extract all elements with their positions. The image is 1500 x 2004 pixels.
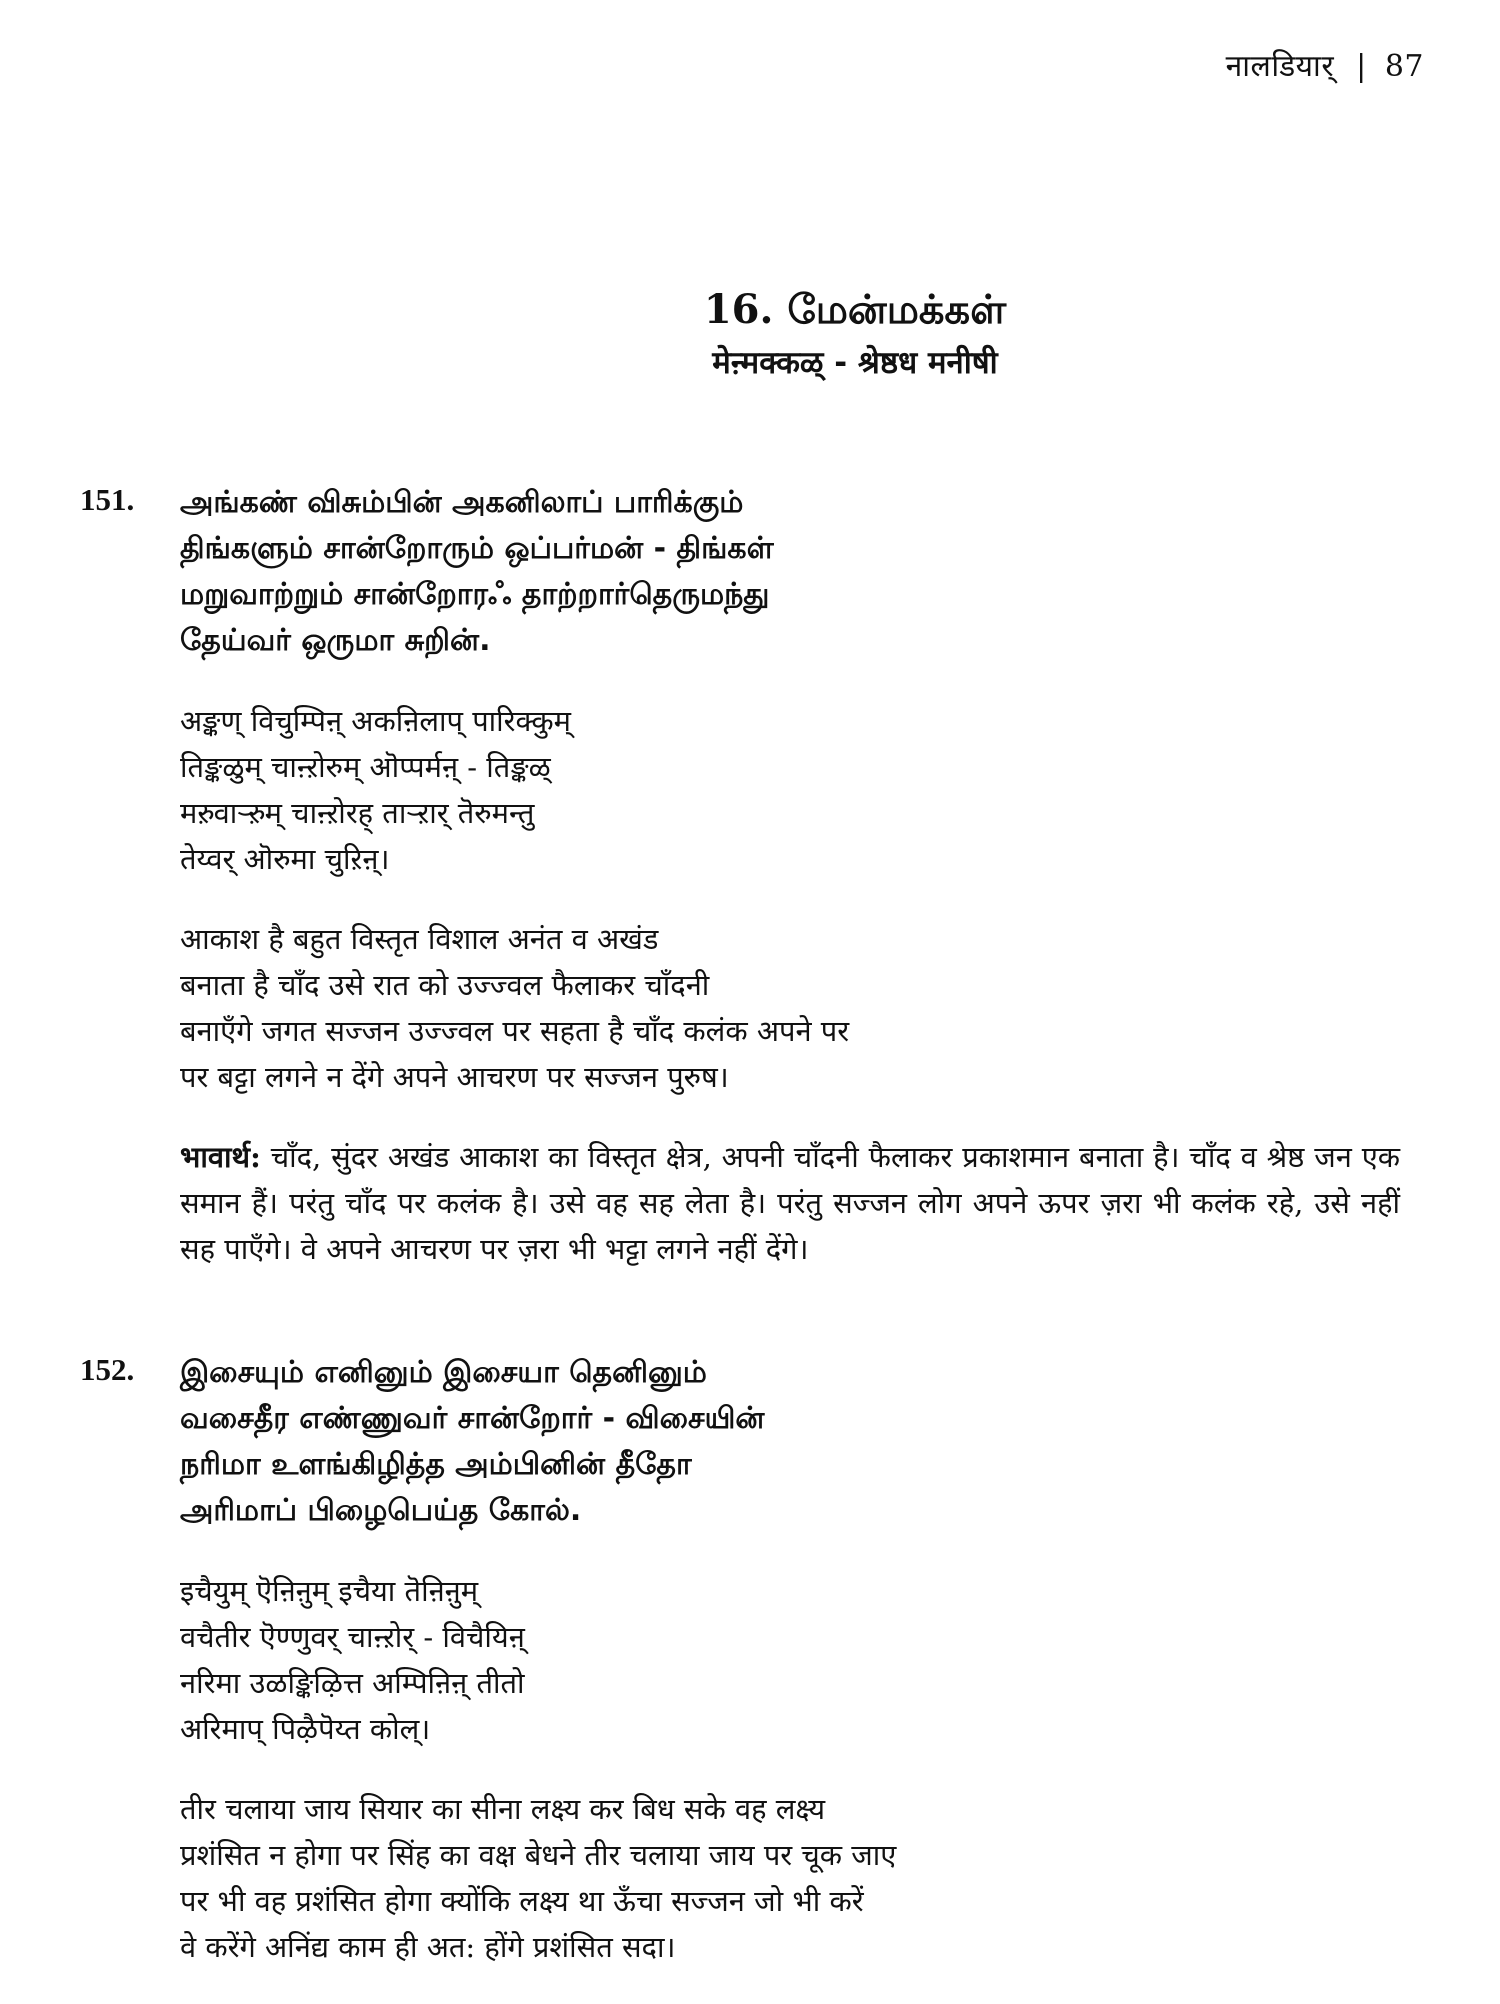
tamil-line: திங்களும் சான்றோரும் ஒப்பர்மன் - திங்கள் [180,531,774,566]
translit-line: वचैतीर ऎण्णुवर् चाऩ्ऱोर् - विचैयिऩ् [180,1620,525,1654]
tamil-line: இசையும் எனினும் இசையா தெனினும் [180,1355,707,1390]
hindi-line: बनाएँगे जगत सज्जन उज्ज्वल पर सहता है चाँद कलंक अपने पर [180,1014,850,1048]
tamil-line: மறுவாற்றும் சான்றோரஃ தாற்றார்தெருமந்து [180,577,770,612]
hindi-line: बनाता है चाँद उसे रात को उज्ज्वल फैलाकर चाँदनी [180,968,710,1002]
chapter-title: 16. மேன்மக்கள் [703,286,1007,333]
transliteration [180,1568,1440,1752]
translit-line: अङ्कण् विचुम्पिऩ् अकऩिलाप् पारिक्कुम् [180,704,571,738]
tamil-line: வசைதீர எண்ணுவர் சான்றோர் - விசையின் [180,1401,765,1436]
chapter-heading [105,282,1500,388]
transliteration [180,698,1440,882]
hindi-line: तीर चलाया जाय सियार का सीना लक्ष्य कर बिध सके वह लक्ष्य [180,1792,826,1826]
meaning-label: भावार्थ: [180,1140,261,1174]
tamil-verse [180,1350,1440,1534]
header-separator: | [1356,49,1367,84]
translit-line: इचैयुम् ऎऩिऩुम् इचैया तॆऩिऩुम् [180,1574,479,1608]
hindi-translation [180,1786,1440,1970]
translit-line: मऱुवाऱ्ऱुम् चाऩ्ऱोरह् ताऱ्ऱार् तॆरुमन्तु [180,796,535,830]
verse-number: 152. [80,1352,135,1387]
tamil-line: தேய்வர் ஒருமா சுறின். [180,623,491,658]
hindi-translation [180,916,1440,1100]
translit-line: अरिमाप् पिऴैपॆय्त कोल्। [180,1712,431,1746]
hindi-line: पर बट्टा लगने न देंगे अपने आचरण पर सज्जन पुरुष। [180,1060,729,1094]
tamil-verse [180,480,1440,664]
hindi-line: पर भी वह प्रशंसित होगा क्योंकि लक्ष्य था ऊँचा सज्जन जो भी करें [180,1884,864,1918]
tamil-line: அங்கண் விசும்பின் அகனிலாப் பாரிக்கும் [180,485,744,520]
running-head [1226,44,1424,85]
hindi-line: वे करेंगे अनिंद्य काम ही अत: होंगे प्रशंसित सदा। [180,1930,676,1964]
hindi-line: आकाश है बहुत विस्तृत विशाल अनंत व अखंड [180,922,659,956]
verse-151 [80,480,1440,1306]
chapter-subtitle: मेऩ्मक्कळ् - श्रेष्ठध मनीषी [712,345,998,381]
translit-line: तेय्वर् ऒरुमा चुऱिऩ्। [180,842,390,876]
meaning-text: चाँद, सुंदर अखंड आकाश का विस्तृत क्षेत्र, अपनी चाँदनी फैलाकर प्रकाशमान बनाता है। चाँद व श्रेष्ठ जन एक समान हैं। परंतु चाँद पर कलंक है। उसे वह सह लेता है। परंतु सज्जन लोग अपने ऊपर ज़रा भी कलंक रहे, उसे नहीं सह पाएँगे। वे अपने आचरण पर ज़रा भी भट्टा लगने नहीं देंगे। [180,1140,1401,1266]
hindi-line: प्रशंसित न होगा पर सिंह का वक्ष बेधने तीर चलाया जाय पर चूक जाए [180,1838,897,1872]
translit-line: तिङ्कळुम् चाऩ्ऱोरुम् ऒप्पर्मऩ् - तिङ्कळ् [180,750,551,784]
translit-line: नरिमा उळङ्किऴित्त अम्पिऩिऩ् तीतो [180,1666,525,1700]
tamil-line: நரிமா உளங்கிழித்த அம்பினின் தீதோ [180,1447,692,1482]
page-number: 87 [1384,49,1424,84]
verse-number: 151. [80,482,135,517]
tamil-line: அரிமாப் பிழைபெய்த கோல். [180,1493,582,1528]
book-title: नालडियार् [1225,49,1335,84]
meaning-paragraph [180,1134,1400,1272]
verse-152 [80,1350,1440,2004]
